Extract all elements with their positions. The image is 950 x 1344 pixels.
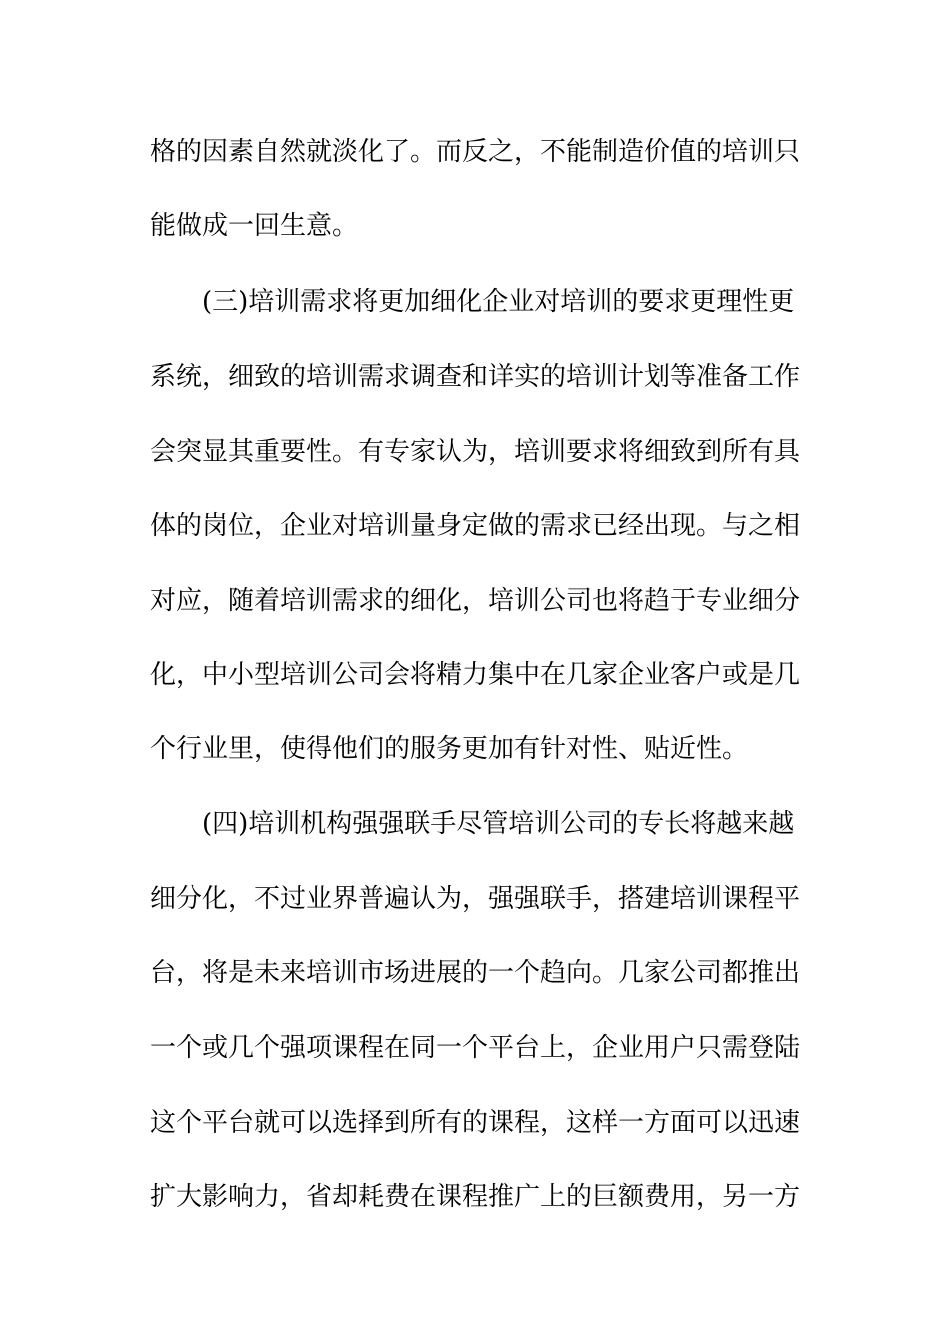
text-line: 这个平台就可以选择到所有的课程，这样一方面可以迅速: [150, 1108, 801, 1138]
text-line: 扩大影响力，省却耗费在课程推广上的巨额费用，另一方: [150, 1182, 801, 1212]
text-line: 化，中小型培训公司会将精力集中在几家企业客户或是几: [150, 660, 801, 690]
text-line: 一个或几个强项课程在同一个平台上，企业用户只需登陆: [150, 1033, 801, 1063]
text-line: 对应，随着培训需求的细化，培训公司也将趋于专业细分: [150, 586, 801, 616]
text-line: 体的岗位，企业对培训量身定做的需求已经出现。与之相: [150, 511, 801, 541]
paragraph-heading-4: (四)培训机构强强联手尽管培训公司的专长将越来越: [202, 809, 795, 839]
text-line: 格的因素自然就淡化了。而反之，不能制造价值的培训只: [150, 137, 801, 167]
paragraph-heading-3: (三)培训需求将更加细化企业对培训的要求更理性更: [202, 287, 795, 317]
text-line: 会突显其重要性。有专家认为，培训要求将细致到所有具: [150, 437, 801, 467]
text-line: 系统，细致的培训需求调查和详实的培训计划等准备工作: [150, 362, 801, 392]
text-line: 细分化，不过业界普遍认为，强强联手，搭建培训课程平: [150, 884, 801, 914]
text-line: 台，将是未来培训市场进展的一个趋向。几家公司都推出: [150, 958, 801, 988]
text-line: 能做成一回生意。: [150, 211, 359, 241]
text-line: 个行业里，使得他们的服务更加有针对性、贴近性。: [150, 734, 749, 764]
